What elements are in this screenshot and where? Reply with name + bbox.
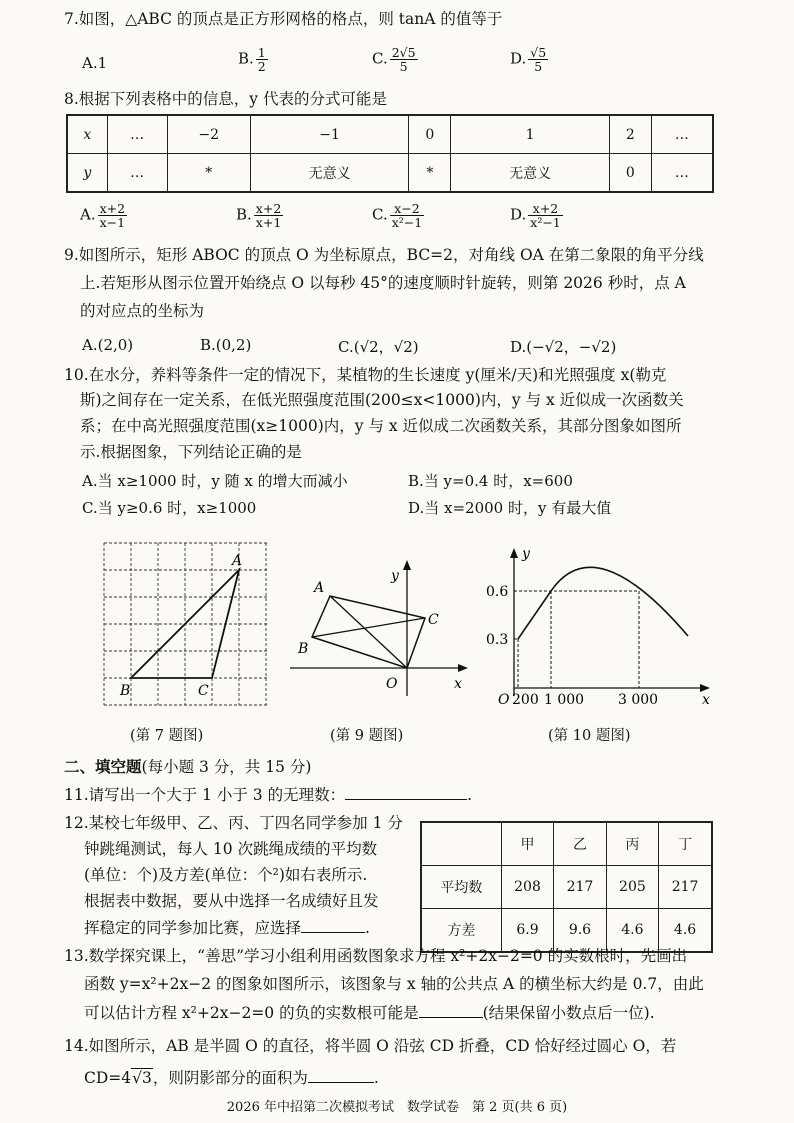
y-arrow-icon: [403, 560, 411, 570]
label-b: B: [298, 641, 309, 657]
answer-blank[interactable]: [419, 1001, 483, 1018]
q7-stem: 7.如图，△ABC 的顶点是正方形网格的格点，则 tanA 的值等于: [64, 10, 503, 28]
table-cell: 2: [609, 115, 651, 154]
label-y: y: [391, 568, 399, 584]
table-cell: 9.6: [554, 909, 606, 953]
table-cell: x: [67, 115, 107, 154]
q8-option-c: C. $\frac{x-2}{\text{x²−1}}$: [372, 201, 423, 230]
guide-lines: [514, 591, 639, 688]
table-cell: 无意义: [250, 154, 409, 193]
q14-line-1: 14.如图所示，AB 是半圆 O 的直径，将半圆 O 沿弦 CD 折叠，CD 恰好经过圆心 O，若: [64, 1037, 677, 1055]
table-cell: *: [167, 154, 250, 193]
table-cell: 方差: [421, 909, 501, 953]
label-b: B: [120, 683, 131, 699]
table-cell: −1: [250, 115, 409, 154]
q13-line-3: 可以估计方程 x²+2x−2=0 的负的实数根可能是 (结果保留小数点后一位).: [84, 1001, 655, 1024]
table-cell: 4.6: [606, 909, 658, 953]
table-cell: 4.6: [659, 909, 712, 953]
table-cell: 217: [554, 866, 606, 909]
answer-blank[interactable]: [308, 1066, 374, 1083]
section-2-heading: 二、填空题(每小题 3 分，共 15 分): [64, 757, 312, 776]
tick-1000: 1 000: [544, 692, 585, 708]
q8-table: [66, 114, 714, 193]
q12-line-3: (单位：个)及方差(单位：个²)如右表所示.: [84, 866, 368, 884]
q8-stem: 8.根据下列表格中的信息，y 代表的分式可能是: [64, 90, 387, 108]
label-c: C: [428, 612, 439, 628]
q10-option-d: D.当 x=2000 时，y 有最大值: [408, 499, 612, 517]
figure-9: [286, 540, 476, 700]
growth-curve: [518, 567, 688, 639]
table-cell: y: [67, 154, 107, 193]
answer-blank[interactable]: [345, 783, 467, 800]
table-cell: 平均数: [421, 866, 501, 909]
figure-7: [96, 535, 276, 715]
label-c: C: [198, 683, 209, 699]
table-cell: 乙: [554, 822, 606, 866]
q12-table: [420, 821, 713, 953]
label-a: A: [232, 553, 243, 569]
q7-option-c: C. $\frac{2√5}{5}$: [372, 45, 416, 74]
q12-line-5: 挥稳定的同学参加比赛，应选择 .: [84, 916, 370, 939]
label-o: O: [498, 692, 510, 708]
q9-line-3: 的对应点的坐标为: [80, 302, 205, 320]
figure-9-caption: (第 9 题图): [330, 728, 404, 744]
q10-line-1: 10.在水分，养料等条件一定的情况下，某植物的生长速度 y(厘米/天)和光照强度 x(勒克: [64, 366, 667, 384]
table-cell: 208: [501, 866, 553, 909]
q12-line-2: 钟跳绳测试，每人 10 次跳绳成绩的平均数: [84, 840, 378, 858]
tick-200: 200: [512, 692, 539, 708]
figure-10-caption: (第 10 题图): [548, 728, 631, 744]
table-cell: [421, 822, 501, 866]
q10-line-4: 示.根据图象，下列结论正确的是: [80, 443, 302, 461]
table-cell: 217: [659, 866, 712, 909]
q10-option-a: A.当 x≥1000 时，y 随 x 的增大而减小: [82, 472, 348, 490]
table-cell: −2: [167, 115, 250, 154]
q12-line-1: 12.某校七年级甲、乙、丙、丁四名同学参加 1 分: [64, 814, 403, 832]
table-cell: 0: [409, 115, 451, 154]
q8-option-b: B. $\frac{x+2}{x+1}$: [236, 201, 282, 230]
table-row: [421, 866, 712, 909]
q10-option-c: C.当 y≥0.6 时，x≥1000: [82, 499, 257, 517]
q9-option-c: C.(√2，√2): [338, 338, 419, 356]
diagonal-bc: [312, 618, 425, 637]
y-arrow-icon: [510, 548, 518, 558]
label-y: y: [522, 546, 530, 562]
q8-option-a: A. $\frac{x+2}{x-1}$: [80, 201, 126, 230]
q8-option-d: D. $\frac{x+2}{\text{x²−1}}$: [510, 201, 561, 230]
triangle-abc: [131, 570, 239, 678]
q9-option-d: D.(−√2，−√2): [510, 338, 617, 356]
table-row: [421, 822, 712, 866]
q9-line-2: 上.若矩形从图示位置开始绕点 O 以每秒 45°的速度顺时针旋转，则第 2026 秒时，点 A: [80, 274, 686, 292]
x-arrow-icon: [458, 664, 468, 672]
q13-line-1: 13.数学探究课上，“善思”学习小组利用函数图象求方程 x²+2x−2=0 的实数根时，先画出: [64, 947, 688, 965]
figure-10: [480, 540, 720, 710]
table-cell: 0: [609, 154, 651, 193]
tick-3000: 3 000: [618, 692, 659, 708]
q14-line-2: CD=4√3，则阴影部分的面积为 .: [84, 1066, 379, 1089]
table-cell: …: [107, 154, 167, 193]
table-cell: 205: [606, 866, 658, 909]
q12-line-4: 根据表中数据，要从中选择一名成绩好且发: [84, 892, 379, 910]
answer-blank[interactable]: [301, 916, 365, 933]
table-cell: 甲: [501, 822, 553, 866]
table-cell: 无意义: [451, 154, 610, 193]
q9-line-1: 9.如图所示，矩形 ABOC 的顶点 O 为坐标原点，BC=2，对角线 OA 在第二象限的角平分线: [64, 246, 704, 264]
table-cell: 丙: [606, 822, 658, 866]
q13-line-2: 函数 y=x²+2x−2 的图象如图所示，该图象与 x 轴的公共点 A 的横坐标大约是 0.7，由此: [84, 975, 704, 993]
q7-option-d: D. $\frac{√5}{5}$: [510, 45, 547, 74]
label-a: A: [314, 580, 325, 596]
table-cell: 6.9: [501, 909, 553, 953]
figure-7-caption: (第 7 题图): [130, 728, 204, 744]
table-row: [67, 154, 713, 193]
x-arrow-icon: [700, 684, 710, 692]
q9-option-a: A.(2,0): [82, 336, 134, 354]
label-x: x: [702, 692, 710, 708]
label-x: x: [454, 676, 462, 692]
table-cell: …: [107, 115, 167, 154]
q10-option-b: B.当 y=0.4 时，x=600: [408, 472, 573, 490]
q10-line-2: 斯)之间存在一定关系，在低光照强度范围(200≤x<1000)内，y 与 x 近似成一次函数关: [80, 391, 684, 409]
table-cell: *: [409, 154, 451, 193]
q9-option-b: B.(0,2): [200, 336, 252, 354]
tick-0-6: 0.6: [486, 584, 509, 600]
page-footer: 2026 年中招第二次模拟考试 数学试卷 第 2 页(共 6 页): [226, 1100, 568, 1115]
table-row: [67, 115, 713, 154]
q11: 11.请写出一个大于 1 小于 3 的无理数： .: [64, 783, 472, 806]
table-cell: 1: [451, 115, 610, 154]
table-cell: …: [651, 154, 713, 193]
q7-option-b: B. $\frac{1}{2}$: [238, 45, 266, 74]
q10-line-3: 系；在中高光照强度范围(x≥1000)内，y 与 x 近似成二次函数关系，其部分图象如图所: [80, 417, 682, 435]
q7-option-a: A.1: [82, 54, 108, 72]
table-cell: 丁: [659, 822, 712, 866]
label-o: O: [386, 676, 398, 692]
tick-0-3: 0.3: [486, 632, 509, 648]
table-cell: …: [651, 115, 713, 154]
